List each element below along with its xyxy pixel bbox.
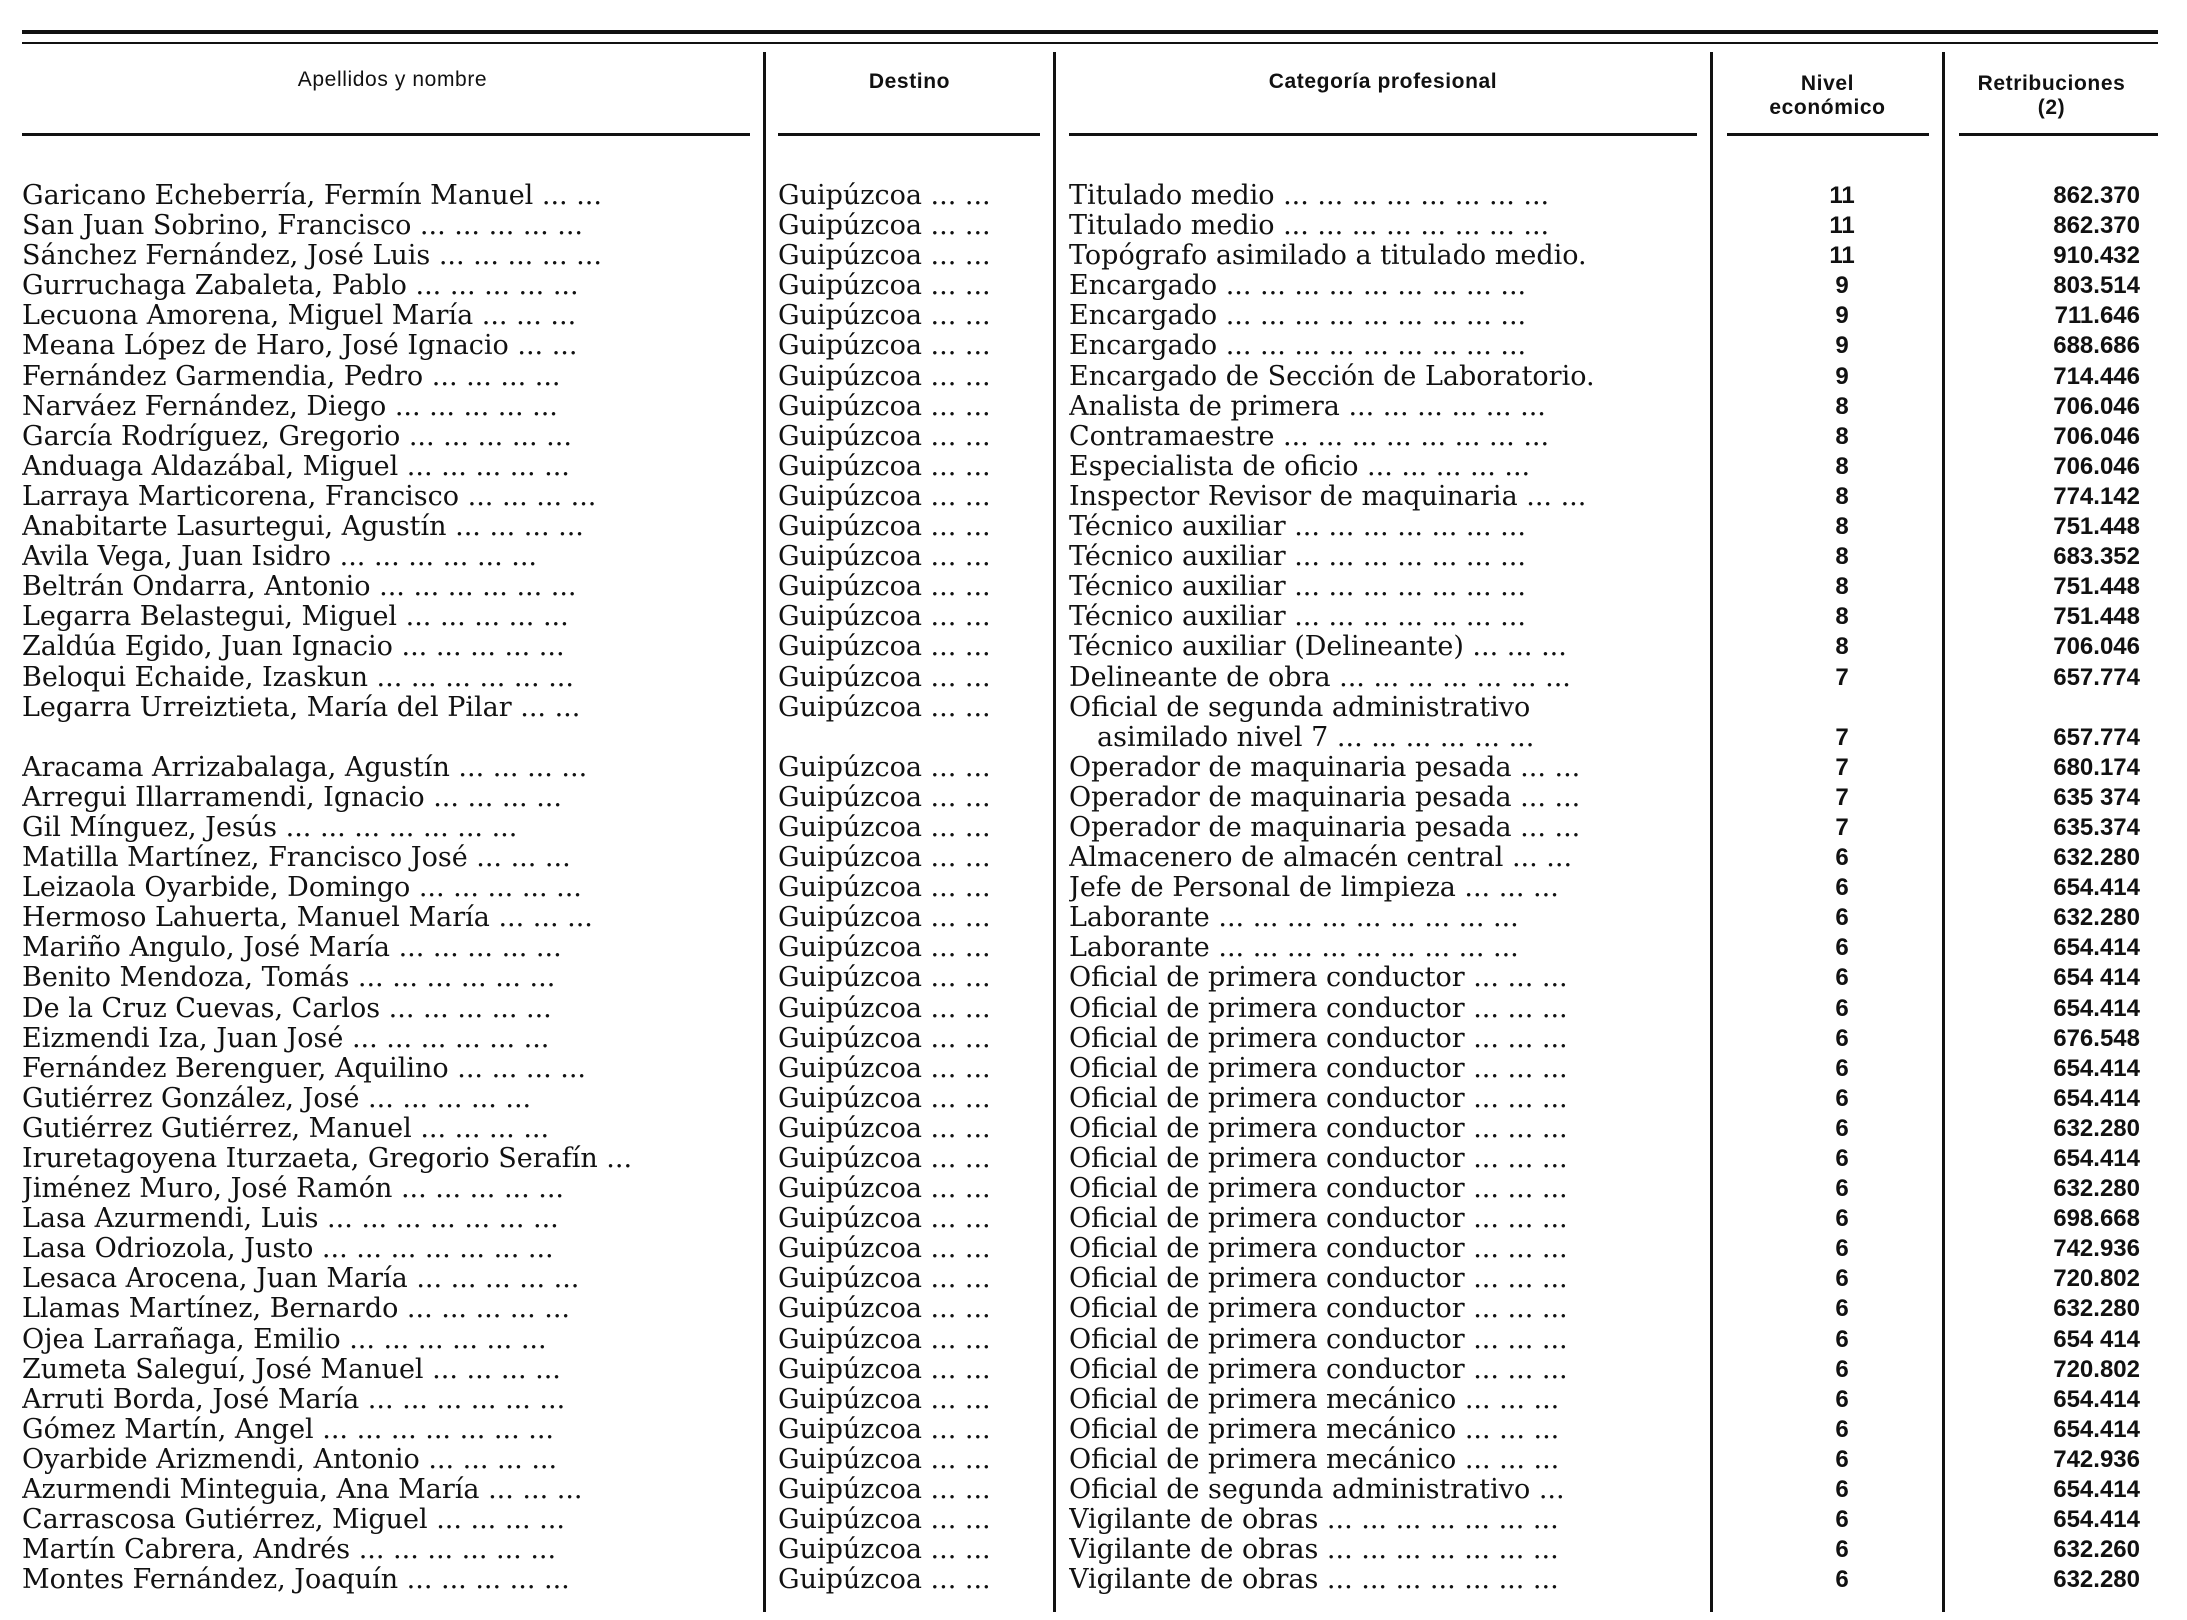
destination: Guipúzcoa ... ...: [778, 602, 991, 633]
economic-level: 8: [1835, 573, 1849, 601]
employee-name: Beloqui Echaide, Izaskun ... ... ... ... ... ...: [22, 662, 574, 693]
retribution: 706.046: [2053, 633, 2140, 661]
category: [1069, 693, 1707, 753]
destination: Guipúzcoa ... ...: [778, 1354, 991, 1385]
destination: Guipúzcoa ... ...: [778, 1144, 991, 1174]
category: Laborante ... ... ... ... ... ... ... ... ...: [1069, 933, 1519, 964]
employee-name: Arruti Borda, José María ... ... ... ... ... ...: [22, 1384, 566, 1415]
retribution: 632.260: [2053, 1536, 2140, 1564]
economic-level: 6: [1835, 1024, 1849, 1052]
economic-level: 7: [1835, 723, 1849, 751]
table-row: [0, 1054, 2187, 1084]
destination: Guipúzcoa ... ...: [778, 903, 991, 934]
employee-name: Aracama Arrizabalaga, Agustín ... ... ... ...: [22, 752, 588, 783]
employee-name: Llamas Martínez, Bernardo ... ... ... ... ...: [22, 1294, 571, 1325]
destination: Guipúzcoa ... ...: [778, 211, 991, 242]
retribution: 654.414: [2053, 994, 2140, 1022]
table-row: [0, 753, 2187, 783]
table-row: [0, 482, 2187, 512]
employee-name: Gil Mínguez, Jesús ... ... ... ... ... ... ...: [22, 812, 518, 843]
table-row: [0, 1355, 2187, 1385]
retribution: 654.414: [2053, 1054, 2140, 1082]
economic-level: 8: [1835, 392, 1849, 420]
employee-name: Gómez Martín, Angel ... ... ... ... ... ... ...: [22, 1414, 554, 1445]
retribution: 676.548: [2053, 1024, 2140, 1052]
table-row: [0, 1174, 2187, 1204]
retribution: 654.414: [2053, 1084, 2140, 1112]
destination: Guipúzcoa ... ...: [778, 451, 991, 482]
employee-name: Lecuona Amorena, Miguel María ... ... ...: [22, 301, 577, 332]
destination: Guipúzcoa ... ...: [778, 993, 991, 1024]
category: Encargado de Sección de Laboratorio.: [1069, 361, 1595, 392]
destination: Guipúzcoa ... ...: [778, 301, 991, 332]
retribution: 657.774: [2053, 723, 2140, 751]
employee-name: Carrascosa Gutiérrez, Miguel ... ... ... ...: [22, 1505, 565, 1536]
destination: Guipúzcoa ... ...: [778, 752, 991, 783]
economic-level: 11: [1829, 212, 1855, 240]
table-row: [0, 602, 2187, 632]
table-row: [0, 181, 2187, 211]
category: Jefe de Personal de limpieza ... ... ...: [1069, 873, 1559, 904]
economic-level: 6: [1835, 1175, 1849, 1203]
category: Contramaestre ... ... ... ... ... ... ... ...: [1069, 421, 1550, 452]
retribution: 632.280: [2053, 844, 2140, 872]
category: Oficial de primera mecánico ... ... ...: [1069, 1444, 1560, 1475]
economic-level: 6: [1835, 874, 1849, 902]
table-row: [0, 331, 2187, 361]
table-row: [0, 994, 2187, 1024]
top-rule-thick: [22, 30, 2158, 34]
table-row: [0, 542, 2187, 572]
table-row: [0, 1565, 2187, 1595]
category: Almacenero de almacén central ... ...: [1069, 843, 1573, 874]
retribution: 706.046: [2053, 392, 2140, 420]
economic-level: 8: [1835, 633, 1849, 661]
table-row: [0, 362, 2187, 392]
employee-name: Oyarbide Arizmendi, Antonio ... ... ... ...: [22, 1444, 558, 1475]
header-underline: [1959, 133, 2158, 136]
destination: Guipúzcoa ... ...: [778, 1294, 991, 1325]
destination: Guipúzcoa ... ...: [778, 572, 991, 603]
retribution: 910.432: [2053, 242, 2140, 270]
destination: Guipúzcoa ... ...: [778, 963, 991, 994]
table-row: [0, 1114, 2187, 1144]
economic-level: 6: [1835, 1476, 1849, 1504]
category: Oficial de primera conductor ... ... ...: [1069, 1174, 1568, 1205]
retribution: 632.280: [2053, 1114, 2140, 1142]
employee-name: Zumeta Saleguí, José Manuel ... ... ... ...: [22, 1354, 561, 1385]
category: Oficial de primera conductor ... ... ...: [1069, 1144, 1568, 1174]
category: Técnico auxiliar ... ... ... ... ... ... ...: [1069, 572, 1526, 603]
destination: Guipúzcoa ... ...: [778, 512, 991, 543]
category: Vigilante de obras ... ... ... ... ... ... ...: [1069, 1505, 1559, 1536]
table-row: [0, 693, 2187, 753]
employee-name: Montes Fernández, Joaquín ... ... ... ... ...: [22, 1565, 570, 1596]
economic-level: 6: [1835, 1415, 1849, 1443]
economic-level: 11: [1829, 242, 1855, 270]
employee-name: Jiménez Muro, José Ramón ... ... ... ... ...: [22, 1174, 565, 1205]
economic-level: 8: [1835, 603, 1849, 631]
table-row: [0, 783, 2187, 813]
employee-name: Anabitarte Lasurtegui, Agustín ... ... ... ...: [22, 512, 584, 543]
header-underline: [1069, 133, 1697, 136]
destination: Guipúzcoa ... ...: [778, 782, 991, 813]
economic-level: 6: [1835, 844, 1849, 872]
category: Oficial de primera mecánico ... ... ...: [1069, 1414, 1560, 1445]
retribution: 654.414: [2053, 1415, 2140, 1443]
employee-name: Martín Cabrera, Andrés ... ... ... ... ... ...: [22, 1535, 557, 1566]
category: Laborante ... ... ... ... ... ... ... ... ...: [1069, 903, 1519, 934]
retribution: 711.646: [2054, 302, 2140, 330]
retribution: 720.802: [2053, 1355, 2140, 1383]
economic-level: 6: [1835, 964, 1849, 992]
economic-level: 7: [1835, 663, 1849, 691]
employee-name: Larraya Marticorena, Francisco ... ... ... ...: [22, 481, 597, 512]
employee-name: Leizaola Oyarbide, Domingo ... ... ... ... ...: [22, 873, 582, 904]
retribution: 635.374: [2053, 813, 2140, 841]
destination: Guipúzcoa ... ...: [778, 1535, 991, 1566]
destination: Guipúzcoa ... ...: [778, 542, 991, 573]
header-level: [1713, 72, 1942, 120]
table-row: [0, 963, 2187, 993]
category: Encargado ... ... ... ... ... ... ... ... ...: [1069, 271, 1527, 302]
category: Oficial de primera conductor ... ... ...: [1069, 1294, 1568, 1325]
header-underline: [778, 133, 1040, 136]
category: Operador de maquinaria pesada ... ...: [1069, 752, 1581, 783]
header-name: Apellidos y nombre: [297, 68, 488, 91]
top-rule-thin: [22, 42, 2158, 44]
economic-level: 6: [1835, 934, 1849, 962]
category: Técnico auxiliar (Delineante) ... ... ...: [1069, 632, 1567, 663]
destination: Guipúzcoa ... ...: [778, 1264, 991, 1295]
retribution: 774.142: [2053, 482, 2140, 510]
category: Oficial de primera conductor ... ... ...: [1069, 1204, 1568, 1235]
economic-level: 6: [1835, 1566, 1849, 1594]
retribution: 751.448: [2053, 513, 2140, 541]
category: Oficial de primera conductor ... ... ...: [1069, 1113, 1568, 1144]
table-row: [0, 1204, 2187, 1234]
retribution: 742.936: [2053, 1235, 2140, 1263]
employee-name: Benito Mendoza, Tomás ... ... ... ... ... ...: [22, 963, 556, 994]
table-row: [0, 572, 2187, 602]
retribution: 654.414: [2053, 1506, 2140, 1534]
retribution: 654.414: [2053, 1476, 2140, 1504]
header-destination: Destino: [868, 70, 951, 93]
table-row: [0, 1264, 2187, 1294]
category: Titulado medio ... ... ... ... ... ... ... ...: [1069, 181, 1550, 211]
table-body: [0, 181, 2187, 1595]
category: Oficial de primera mecánico ... ... ...: [1069, 1384, 1560, 1415]
table-row: [0, 271, 2187, 301]
economic-level: 7: [1835, 783, 1849, 811]
destination: Guipúzcoa ... ...: [778, 933, 991, 964]
economic-level: 6: [1835, 1325, 1849, 1353]
destination: Guipúzcoa ... ...: [778, 481, 991, 512]
category: Encargado ... ... ... ... ... ... ... ... ...: [1069, 301, 1527, 332]
employee-name: Lesaca Arocena, Juan María ... ... ... ... ...: [22, 1264, 580, 1295]
economic-level: 9: [1835, 362, 1849, 390]
destination: Guipúzcoa ... ...: [778, 692, 991, 723]
retribution: 698.668: [2053, 1205, 2140, 1233]
category: Oficial de primera conductor ... ... ...: [1069, 1324, 1568, 1355]
destination: Guipúzcoa ... ...: [778, 632, 991, 663]
economic-level: 6: [1835, 1506, 1849, 1534]
economic-level: 6: [1835, 1084, 1849, 1112]
table-row: [0, 903, 2187, 933]
economic-level: 6: [1835, 1355, 1849, 1383]
employee-name: Beltrán Ondarra, Antonio ... ... ... ... ... ...: [22, 572, 577, 603]
retribution: 714.446: [2053, 362, 2140, 390]
economic-level: 8: [1835, 422, 1849, 450]
retribution: 654 414: [2053, 964, 2140, 992]
employee-name: Ojea Larrañaga, Emilio ... ... ... ... ... ...: [22, 1324, 547, 1355]
table-row: [0, 422, 2187, 452]
table-row: [0, 452, 2187, 482]
economic-level: 6: [1835, 1265, 1849, 1293]
employee-name: Fernández Berenguer, Aquilino ... ... ... ...: [22, 1053, 586, 1084]
employee-name: Narváez Fernández, Diego ... ... ... ... ...: [22, 391, 558, 422]
economic-level: 11: [1829, 182, 1855, 209]
header-underline: [1727, 133, 1929, 136]
table-row: [0, 301, 2187, 331]
employee-name: San Juan Sobrino, Francisco ... ... ... ... ...: [22, 211, 584, 242]
destination: Guipúzcoa ... ...: [778, 662, 991, 693]
category: Oficial de primera conductor ... ... ...: [1069, 993, 1568, 1024]
destination: Guipúzcoa ... ...: [778, 1475, 991, 1506]
economic-level: 6: [1835, 1145, 1849, 1172]
category-line1: Oficial de segunda administrativo: [1069, 692, 1531, 723]
employee-name: Mariño Angulo, José María ... ... ... ... ...: [22, 933, 562, 964]
category: Oficial de primera conductor ... ... ...: [1069, 1354, 1568, 1385]
category-line2: asimilado nivel 7 ... ... ... ... ... ...: [1097, 721, 1535, 753]
retribution: 683.352: [2053, 543, 2140, 571]
retribution: 654.414: [2053, 874, 2140, 902]
destination: Guipúzcoa ... ...: [778, 843, 991, 874]
retribution: 635 374: [2053, 783, 2140, 811]
category: Oficial de primera conductor ... ... ...: [1069, 1264, 1568, 1295]
table-row: [0, 1445, 2187, 1475]
table-row: [0, 873, 2187, 903]
retribution: 862.370: [2053, 182, 2140, 209]
header-category: Categoría profesional: [1268, 70, 1498, 93]
economic-level: 8: [1835, 452, 1849, 480]
destination: Guipúzcoa ... ...: [778, 1234, 991, 1265]
employee-name: Iruretagoyena Iturzaeta, Gregorio Serafín ...: [22, 1144, 633, 1174]
table-row: [0, 813, 2187, 843]
destination: Guipúzcoa ... ...: [778, 1174, 991, 1205]
table-row: [0, 632, 2187, 662]
retribution: 751.448: [2053, 573, 2140, 601]
retribution: 632.280: [2053, 1175, 2140, 1203]
employee-name: Sánchez Fernández, José Luis ... ... ... ... ...: [22, 241, 602, 272]
retribution: 706.046: [2053, 422, 2140, 450]
category: Operador de maquinaria pesada ... ...: [1069, 812, 1581, 843]
table-row: [0, 933, 2187, 963]
category: Especialista de oficio ... ... ... ... ...: [1069, 451, 1531, 482]
destination: Guipúzcoa ... ...: [778, 1083, 991, 1114]
destination: Guipúzcoa ... ...: [778, 1324, 991, 1355]
employee-name: Gurruchaga Zabaleta, Pablo ... ... ... ... ...: [22, 271, 579, 302]
retribution: 632.280: [2053, 1295, 2140, 1323]
destination: Guipúzcoa ... ...: [778, 1113, 991, 1144]
category: Vigilante de obras ... ... ... ... ... ... ...: [1069, 1535, 1559, 1566]
category: Técnico auxiliar ... ... ... ... ... ... ...: [1069, 542, 1526, 573]
destination: Guipúzcoa ... ...: [778, 361, 991, 392]
category: Oficial de primera conductor ... ... ...: [1069, 1053, 1568, 1084]
table-row: [0, 1084, 2187, 1114]
category: Titulado medio ... ... ... ... ... ... ... ...: [1069, 211, 1550, 242]
destination: Guipúzcoa ... ...: [778, 1565, 991, 1596]
employee-name: Lasa Odriozola, Justo ... ... ... ... ... ... ...: [22, 1234, 554, 1265]
header-level-line1: Nivel: [1800, 72, 1855, 95]
economic-level: 8: [1835, 543, 1849, 571]
category: Vigilante de obras ... ... ... ... ... ... ...: [1069, 1565, 1559, 1596]
destination: Guipúzcoa ... ...: [778, 1023, 991, 1054]
employee-name: Azurmendi Minteguia, Ana María ... ... ...: [22, 1475, 583, 1506]
employee-name: Garicano Echeberría, Fermín Manuel ... ...: [22, 181, 602, 211]
retribution: 742.936: [2053, 1445, 2140, 1473]
economic-level: 6: [1835, 1536, 1849, 1564]
economic-level: 6: [1835, 1114, 1849, 1142]
category: Técnico auxiliar ... ... ... ... ... ... ...: [1069, 602, 1526, 633]
economic-level: 6: [1835, 1445, 1849, 1473]
category: Topógrafo asimilado a titulado medio.: [1069, 241, 1587, 272]
destination: Guipúzcoa ... ...: [778, 1384, 991, 1415]
economic-level: 6: [1835, 1205, 1849, 1233]
economic-level: 6: [1835, 994, 1849, 1022]
destination: Guipúzcoa ... ...: [778, 181, 991, 211]
retribution: 654.414: [2053, 1385, 2140, 1413]
header-pay-line2: (2): [2037, 96, 2066, 119]
table-row: [0, 663, 2187, 693]
economic-level: 8: [1835, 513, 1849, 541]
retribution: 632.280: [2053, 1566, 2140, 1594]
category: Oficial de segunda administrativo ...: [1069, 1475, 1565, 1506]
table-row: [0, 1385, 2187, 1415]
header-level-line2: económico: [1769, 96, 1886, 119]
header-pay: [1945, 72, 2158, 120]
economic-level: 6: [1835, 1385, 1849, 1413]
employee-name: Legarra Belastegui, Miguel ... ... ... ... ...: [22, 602, 569, 633]
employee-name: Gutiérrez Gutiérrez, Manuel ... ... ... ...: [22, 1113, 550, 1144]
retribution: 706.046: [2053, 452, 2140, 480]
economic-level: 6: [1835, 1235, 1849, 1263]
employee-name: Meana López de Haro, José Ignacio ... ...: [22, 331, 578, 362]
destination: Guipúzcoa ... ...: [778, 331, 991, 362]
retribution: 751.448: [2053, 603, 2140, 631]
employee-name: Gutiérrez González, José ... ... ... ... ...: [22, 1083, 532, 1114]
economic-level: 6: [1835, 1295, 1849, 1323]
table-row: [0, 241, 2187, 271]
table-row: [0, 392, 2187, 422]
category: Analista de primera ... ... ... ... ... ...: [1069, 391, 1546, 422]
category: Oficial de primera conductor ... ... ...: [1069, 1023, 1568, 1054]
retribution: 688.686: [2053, 332, 2140, 360]
employee-name: Eizmendi Iza, Juan José ... ... ... ... ... ...: [22, 1023, 550, 1054]
employee-name: Legarra Urreiztieta, María del Pilar ... ...: [22, 692, 581, 723]
employee-name: Hermoso Lahuerta, Manuel María ... ... ...: [22, 903, 593, 934]
table-row: [0, 211, 2187, 241]
category: Técnico auxiliar ... ... ... ... ... ... ...: [1069, 512, 1526, 543]
table-row: [0, 1535, 2187, 1565]
table-row: [0, 1325, 2187, 1355]
table-row: [0, 1234, 2187, 1264]
retribution: 680.174: [2053, 753, 2140, 781]
retribution: 720.802: [2053, 1265, 2140, 1293]
header-pay-line1: Retribuciones: [1977, 72, 2126, 95]
employee-name: Avila Vega, Juan Isidro ... ... ... ... ... ...: [22, 542, 538, 573]
employee-name: Zaldúa Egido, Juan Ignacio ... ... ... ... ...: [22, 632, 565, 663]
table-row: [0, 512, 2187, 542]
employee-name: De la Cruz Cuevas, Carlos ... ... ... ... ...: [22, 993, 552, 1024]
table-row: [0, 843, 2187, 873]
table-row: [0, 1505, 2187, 1535]
employee-name: Matilla Martínez, Francisco José ... ... ...: [22, 843, 571, 874]
category: Encargado ... ... ... ... ... ... ... ... ...: [1069, 331, 1527, 362]
destination: Guipúzcoa ... ...: [778, 1505, 991, 1536]
header-underline: [22, 133, 750, 136]
economic-level: 7: [1835, 813, 1849, 841]
retribution: 654 414: [2053, 1325, 2140, 1353]
category: Oficial de primera conductor ... ... ...: [1069, 1234, 1568, 1265]
retribution: 654.414: [2053, 1145, 2140, 1172]
retribution: 657.774: [2053, 663, 2140, 691]
destination: Guipúzcoa ... ...: [778, 873, 991, 904]
category: Delineante de obra ... ... ... ... ... ... ...: [1069, 662, 1571, 693]
destination: Guipúzcoa ... ...: [778, 241, 991, 272]
destination: Guipúzcoa ... ...: [778, 1053, 991, 1084]
retribution: 862.370: [2053, 212, 2140, 240]
destination: Guipúzcoa ... ...: [778, 1414, 991, 1445]
category: Oficial de primera conductor ... ... ...: [1069, 963, 1568, 994]
category: Inspector Revisor de maquinaria ... ...: [1069, 481, 1587, 512]
destination: Guipúzcoa ... ...: [778, 271, 991, 302]
retribution: 803.514: [2053, 272, 2140, 300]
table-row: [0, 1415, 2187, 1445]
destination: Guipúzcoa ... ...: [778, 1444, 991, 1475]
economic-level: 6: [1835, 1054, 1849, 1082]
destination: Guipúzcoa ... ...: [778, 812, 991, 843]
retribution: 632.280: [2053, 904, 2140, 932]
employee-name: García Rodríguez, Gregorio ... ... ... ... ...: [22, 421, 572, 452]
destination: Guipúzcoa ... ...: [778, 391, 991, 422]
employee-name: Fernández Garmendia, Pedro ... ... ... ...: [22, 361, 561, 392]
category: Oficial de primera conductor ... ... ...: [1069, 1083, 1568, 1114]
economic-level: 6: [1835, 904, 1849, 932]
economic-level: 8: [1835, 482, 1849, 510]
employee-name: Lasa Azurmendi, Luis ... ... ... ... ... ... ...: [22, 1204, 559, 1235]
table-row: [0, 1294, 2187, 1324]
employee-name: Arregui Illarramendi, Ignacio ... ... ... ...: [22, 782, 562, 813]
table-row: [0, 1475, 2187, 1505]
economic-level: 7: [1835, 753, 1849, 781]
economic-level: 9: [1835, 332, 1849, 360]
category: Operador de maquinaria pesada ... ...: [1069, 782, 1581, 813]
economic-level: 9: [1835, 302, 1849, 330]
table-row: [0, 1144, 2187, 1174]
retribution: 654.414: [2053, 934, 2140, 962]
economic-level: 9: [1835, 272, 1849, 300]
destination: Guipúzcoa ... ...: [778, 1204, 991, 1235]
employee-name: Anduaga Aldazábal, Miguel ... ... ... ... ...: [22, 451, 570, 482]
table-row: [0, 1024, 2187, 1054]
destination: Guipúzcoa ... ...: [778, 421, 991, 452]
